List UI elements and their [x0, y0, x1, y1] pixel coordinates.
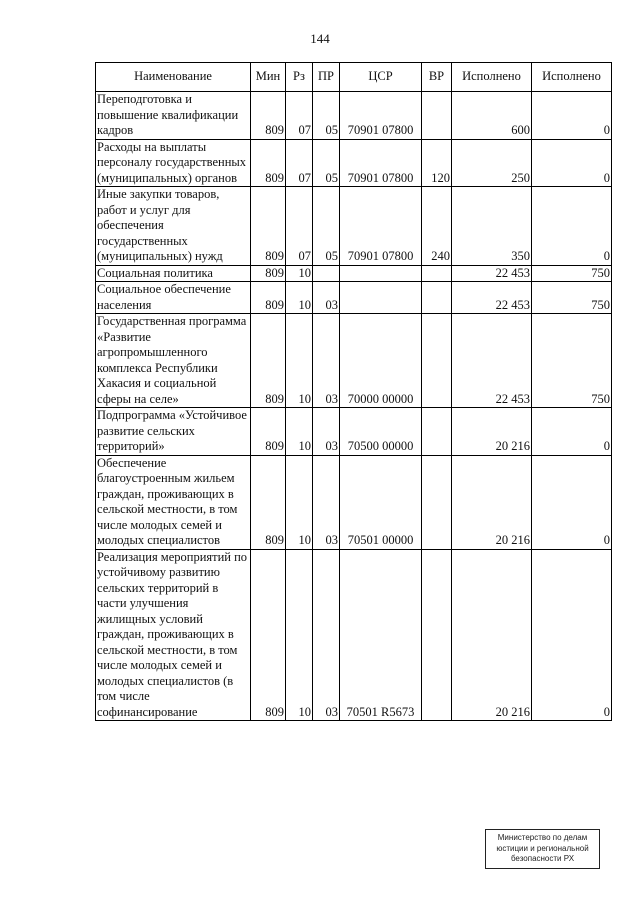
row-name: Государственная программа «Развитие агропромышленного комплекса Республики Хакасия и социальной сферы на селе»: [96, 314, 251, 408]
row-pr: 03: [313, 314, 340, 408]
budget-table: [95, 62, 612, 721]
row-ispolneno-2: 0: [532, 139, 612, 187]
row-ispolneno-2: 0: [532, 92, 612, 140]
row-name: Расходы на выплаты персоналу государственных (муниципальных) органов: [96, 139, 251, 187]
row-ispolneno: 350: [452, 187, 532, 266]
row-vr: 120: [422, 139, 452, 187]
row-name: Подпрограмма «Устойчивое развитие сельских территорий»: [96, 408, 251, 456]
row-rz: 07: [286, 139, 313, 187]
row-pr: 03: [313, 455, 340, 549]
row-vr: [422, 282, 452, 314]
row-rz: 10: [286, 455, 313, 549]
row-csr: 70901 07800: [340, 139, 422, 187]
table-row: [96, 282, 612, 314]
stamp-line-3: безопасности РХ: [510, 854, 575, 863]
table-row: [96, 408, 612, 456]
row-ispolneno-2: 750: [532, 314, 612, 408]
row-name: Социальное обеспечение населения: [96, 282, 251, 314]
col-header-min: Мин: [251, 63, 286, 92]
row-pr: 03: [313, 549, 340, 721]
col-header-ispolneno-2: Исполнено: [532, 63, 612, 92]
stamp-line-2: юстиции и региональной: [496, 843, 589, 853]
row-ispolneno-2: 0: [532, 408, 612, 456]
row-pr: 05: [313, 92, 340, 140]
col-header-pr: ПР: [313, 63, 340, 92]
row-min: 809: [251, 92, 286, 140]
row-ispolneno: 22 453: [452, 265, 532, 282]
row-rz: 07: [286, 92, 313, 140]
row-name: Социальная политика: [96, 265, 251, 282]
table-row: [96, 455, 612, 549]
row-ispolneno-2: 0: [532, 187, 612, 266]
row-min: 809: [251, 139, 286, 187]
row-ispolneno-2: 750: [532, 282, 612, 314]
col-header-rz: Рз: [286, 63, 313, 92]
row-min: 809: [251, 455, 286, 549]
row-vr: 240: [422, 187, 452, 266]
table-row: [96, 92, 612, 140]
table-row: [96, 139, 612, 187]
row-pr: [313, 265, 340, 282]
row-ispolneno-2: 750: [532, 265, 612, 282]
row-ispolneno-2: 0: [532, 455, 612, 549]
page-number: 144: [310, 31, 330, 46]
row-vr: [422, 549, 452, 721]
row-ispolneno: 22 453: [452, 282, 532, 314]
row-vr: [422, 92, 452, 140]
row-csr: 70500 00000: [340, 408, 422, 456]
row-min: 809: [251, 314, 286, 408]
row-pr: 03: [313, 282, 340, 314]
table-header-row: [96, 63, 612, 92]
row-rz: 10: [286, 549, 313, 721]
col-header-csr: ЦСР: [340, 63, 422, 92]
ministry-stamp: [485, 829, 600, 869]
row-csr: 70000 00000: [340, 314, 422, 408]
row-name: Обеспечение благоустроенным жильем граждан, проживающих в сельской местности, в том числе молодых семей и молодых специалистов: [96, 455, 251, 549]
row-pr: 05: [313, 139, 340, 187]
row-pr: 05: [313, 187, 340, 266]
row-name: Переподготовка и повышение квалификации кадров: [96, 92, 251, 140]
table-row: [96, 187, 612, 266]
row-min: 809: [251, 408, 286, 456]
row-vr: [422, 408, 452, 456]
row-ispolneno: 22 453: [452, 314, 532, 408]
row-ispolneno: 20 216: [452, 408, 532, 456]
row-name: Иные закупки товаров, работ и услуг для обеспечения государственных (муниципальных) нужд: [96, 187, 251, 266]
row-vr: [422, 265, 452, 282]
row-csr: 70501 R5673: [340, 549, 422, 721]
row-ispolneno: 20 216: [452, 455, 532, 549]
table-row: [96, 549, 612, 721]
row-csr: 70901 07800: [340, 92, 422, 140]
row-min: 809: [251, 187, 286, 266]
row-ispolneno: 250: [452, 139, 532, 187]
row-csr: 70901 07800: [340, 187, 422, 266]
row-ispolneno: 600: [452, 92, 532, 140]
row-csr: 70501 00000: [340, 455, 422, 549]
col-header-name: Наименование: [96, 63, 251, 92]
stamp-line-1: Министерство по делам: [497, 833, 588, 842]
row-csr: [340, 282, 422, 314]
row-rz: 10: [286, 314, 313, 408]
row-min: 809: [251, 282, 286, 314]
col-header-vr: ВР: [422, 63, 452, 92]
row-ispolneno-2: 0: [532, 549, 612, 721]
row-rz: 10: [286, 265, 313, 282]
row-rz: 10: [286, 408, 313, 456]
table-row: [96, 265, 612, 282]
table-row: [96, 314, 612, 408]
row-ispolneno: 20 216: [452, 549, 532, 721]
row-name: Реализация мероприятий по устойчивому развитию сельских территорий в части улучшения жилищных условий граждан, проживающих в сельской местности, в том числе молодых семей и молодых специалистов (в том числе софинансирование: [96, 549, 251, 721]
row-min: 809: [251, 549, 286, 721]
row-vr: [422, 455, 452, 549]
row-vr: [422, 314, 452, 408]
row-rz: 10: [286, 282, 313, 314]
col-header-ispolneno: Исполнено: [452, 63, 532, 92]
row-rz: 07: [286, 187, 313, 266]
row-pr: 03: [313, 408, 340, 456]
row-min: 809: [251, 265, 286, 282]
row-csr: [340, 265, 422, 282]
